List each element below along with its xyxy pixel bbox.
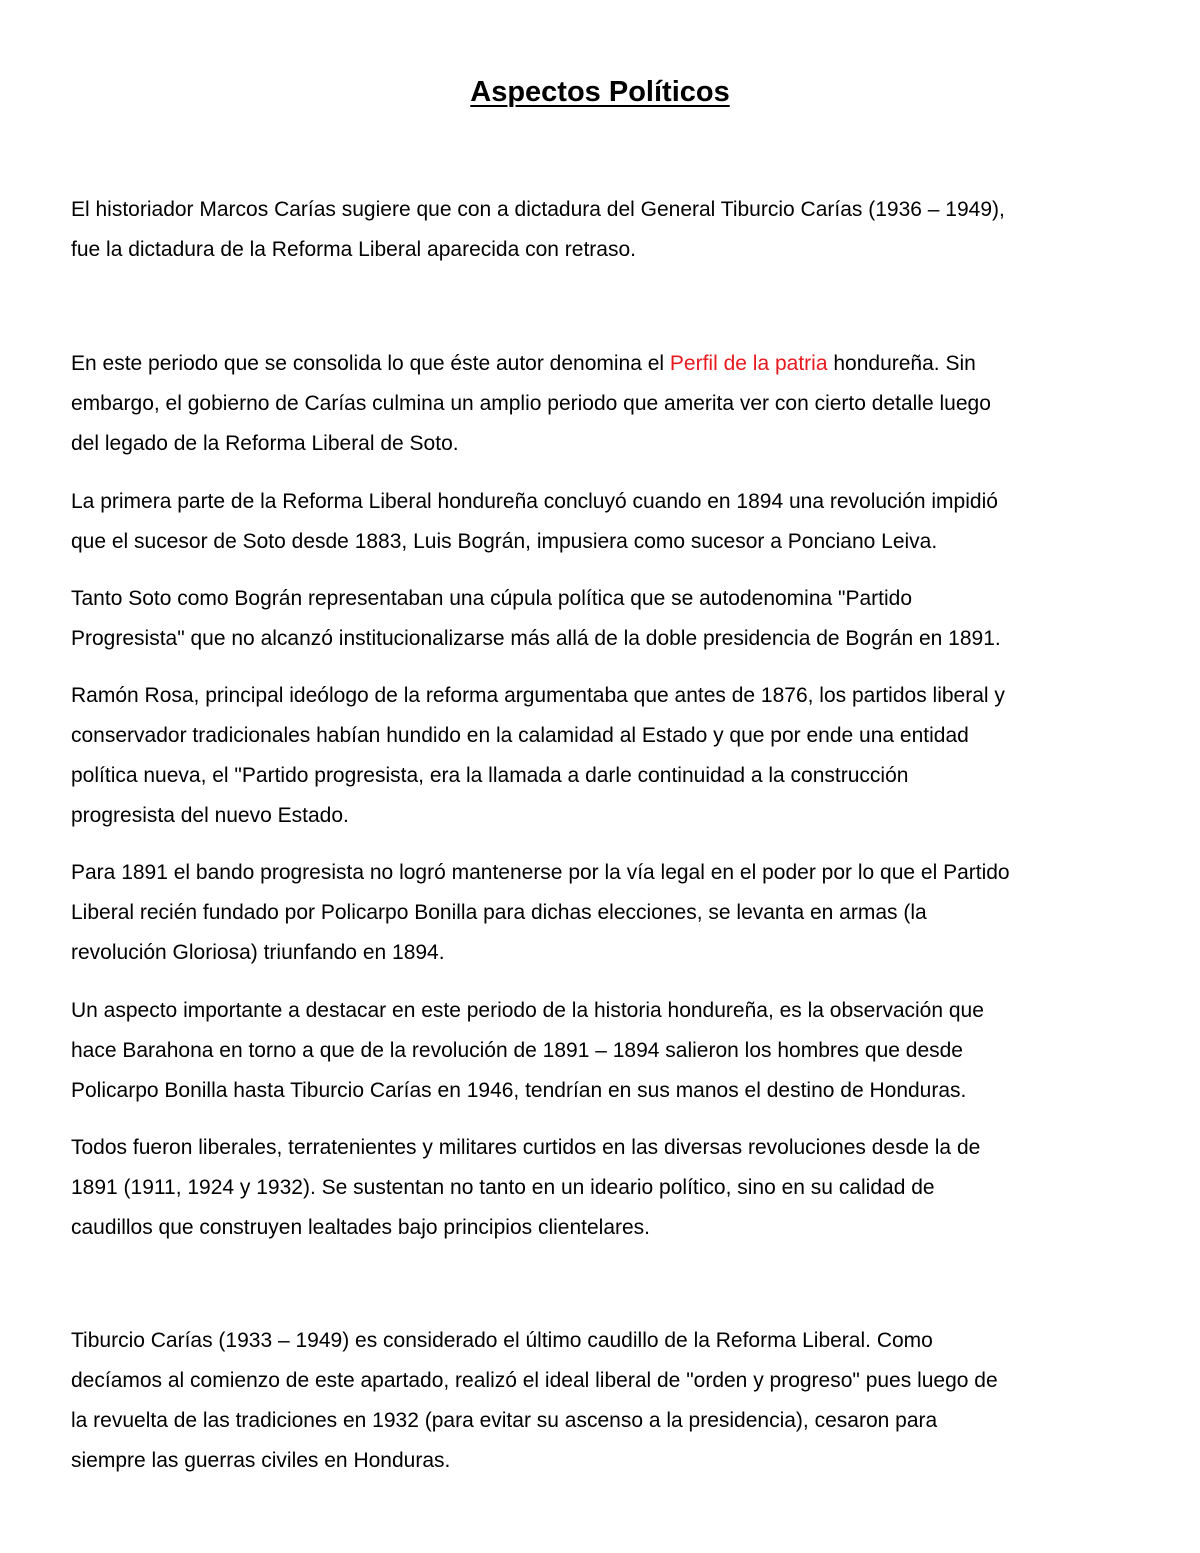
paragraph-2 bbox=[71, 344, 1131, 464]
document-title: Aspectos Políticos bbox=[470, 76, 730, 108]
paragraph-text: En este periodo que se consolida lo que éste autor denomina el bbox=[71, 352, 670, 375]
paragraph-1 bbox=[71, 190, 1131, 270]
paragraph-line: conservador tradicionales habían hundido en la calamidad al Estado y que por ende una entidad bbox=[71, 724, 969, 747]
paragraph-7 bbox=[71, 991, 1131, 1111]
paragraph-line: la revuelta de las tradiciones en 1932 (para evitar su ascenso a la presidencia), cesaron para bbox=[71, 1409, 938, 1432]
paragraph-line: decíamos al comienzo de este apartado, realizó el ideal liberal de "orden y progreso" pues luego de bbox=[71, 1369, 998, 1392]
paragraph-line: hace Barahona en torno a que de la revolución de 1891 – 1894 salieron los hombres que desde bbox=[71, 1039, 963, 1062]
paragraph-text: hondureña. Sin bbox=[827, 352, 976, 375]
paragraph-line: caudillos que construyen lealtades bajo principios clientelares. bbox=[71, 1216, 651, 1239]
paragraph-line: embargo, el gobierno de Carías culmina un amplio periodo que amerita ver con cierto detalle luego bbox=[71, 392, 991, 415]
paragraph-line: La primera parte de la Reforma Liberal hondureña concluyó cuando en 1894 una revolución impidió bbox=[71, 490, 998, 513]
paragraph-line: fue la dictadura de la Reforma Liberal aparecida con retraso. bbox=[71, 238, 636, 261]
paragraph-5 bbox=[71, 676, 1131, 836]
paragraph-6 bbox=[71, 853, 1131, 973]
paragraph-line: Tanto Soto como Bográn representaban una cúpula política que se autodenomina "Partido bbox=[71, 587, 913, 610]
paragraph-line bbox=[71, 344, 1131, 384]
paragraph-line: del legado de la Reforma Liberal de Soto. bbox=[71, 432, 459, 455]
paragraph-line: Tiburcio Carías (1933 – 1949) es considerado el último caudillo de la Reforma Liberal. Como bbox=[71, 1329, 933, 1352]
paragraph-line: El historiador Marcos Carías sugiere que con a dictadura del General Tiburcio Carías (1936 – 1949), bbox=[71, 198, 1005, 221]
highlighted-phrase: Perfil de la patria bbox=[669, 352, 828, 375]
paragraph-line: Ramón Rosa, principal ideólogo de la reforma argumentaba que antes de 1876, los partidos liberal y bbox=[71, 684, 1005, 707]
paragraph-line: revolución Gloriosa) triunfando en 1894. bbox=[71, 941, 445, 964]
paragraph-line: Policarpo Bonilla hasta Tiburcio Carías en 1946, tendrían en sus manos el destino de Honduras. bbox=[71, 1079, 967, 1102]
paragraph-line: Liberal recién fundado por Policarpo Bonilla para dichas elecciones, se levanta en armas (la bbox=[71, 901, 927, 924]
paragraph-4 bbox=[71, 579, 1131, 659]
paragraph-line: que el sucesor de Soto desde 1883, Luis Bográn, impusiera como sucesor a Ponciano Leiva. bbox=[71, 530, 938, 553]
paragraph-line: política nueva, el "Partido progresista, era la llamada a darle continuidad a la construcción bbox=[71, 764, 909, 787]
paragraph-line: siempre las guerras civiles en Honduras. bbox=[71, 1449, 451, 1472]
paragraph-line: Un aspecto importante a destacar en este periodo de la historia hondureña, es la observación que bbox=[71, 999, 984, 1022]
paragraph-9 bbox=[71, 1321, 1131, 1481]
paragraph-line: Todos fueron liberales, terratenientes y militares curtidos en las diversas revoluciones desde la de bbox=[71, 1136, 981, 1159]
paragraph-line: Para 1891 el bando progresista no logró mantenerse por la vía legal en el poder por lo que el Partido bbox=[71, 861, 1010, 884]
paragraph-3 bbox=[71, 482, 1131, 562]
paragraph-line: progresista del nuevo Estado. bbox=[71, 804, 349, 827]
paragraph-line: Progresista" que no alcanzó institucionalizarse más allá de la doble presidencia de Bográn en 1891. bbox=[71, 627, 1001, 650]
paragraph-line: 1891 (1911, 1924 y 1932). Se sustentan no tanto en un ideario político, sino en su calidad de bbox=[71, 1176, 935, 1199]
paragraph-8 bbox=[71, 1128, 1131, 1248]
